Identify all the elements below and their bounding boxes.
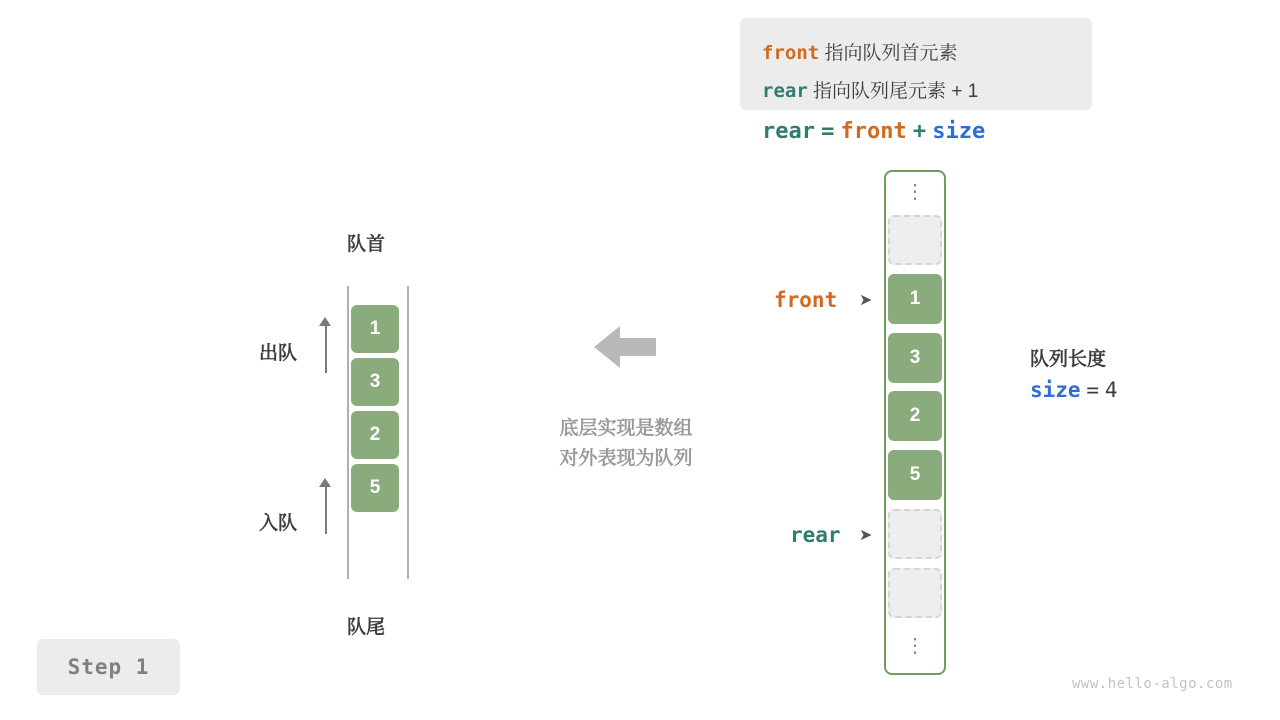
queue-cell: 3: [351, 358, 399, 406]
array-cell: 5: [888, 450, 942, 500]
size-equals: =: [1086, 378, 1100, 402]
middle-caption-line1: 底层实现是数组: [559, 418, 693, 439]
queue-size-expression: [1030, 378, 1118, 403]
dequeue-arrow-shaft: [325, 325, 327, 373]
formula-size: size: [932, 119, 986, 144]
legend-front-keyword: front: [762, 42, 820, 64]
queue-cell: 5: [351, 464, 399, 512]
array-cell-empty: [888, 568, 942, 618]
pointer-formula: [762, 118, 985, 144]
middle-caption: [528, 414, 724, 474]
array-cell: 2: [888, 391, 942, 441]
enqueue-label: 入队: [259, 513, 298, 534]
legend-rear-description: 指向队列尾元素 + 1: [813, 81, 979, 102]
array-cell: 3: [888, 333, 942, 383]
legend-panel: [740, 18, 1092, 110]
front-pointer-arrow-icon: ➤: [859, 292, 873, 309]
queue-cell: 2: [351, 411, 399, 459]
size-value: 4: [1104, 378, 1118, 402]
middle-caption-line2: 对外表现为队列: [559, 448, 693, 469]
dequeue-label: 出队: [259, 343, 298, 364]
rear-pointer-label: rear: [790, 523, 841, 547]
legend-line-rear: [762, 76, 978, 103]
enqueue-arrow-shaft: [325, 486, 327, 534]
queue-head-label: 队首: [347, 234, 386, 255]
left-arrow-icon: [594, 324, 656, 370]
array-top-ellipsis: ⋮: [905, 181, 925, 203]
size-keyword: size: [1030, 378, 1081, 402]
queue-rail-right: [407, 286, 409, 579]
legend-front-description: 指向队列首元素: [824, 43, 958, 64]
formula-equals: =: [821, 119, 835, 144]
queue-size-label: 队列长度: [1030, 349, 1107, 370]
formula-plus: +: [912, 119, 927, 144]
formula-front: front: [840, 119, 907, 144]
array-cell-empty: [888, 509, 942, 559]
step-badge: Step 1: [37, 639, 180, 695]
array-cell: 1: [888, 274, 942, 324]
array-bottom-ellipsis: ⋮: [905, 635, 925, 657]
watermark: www.hello-algo.com: [1072, 676, 1233, 692]
formula-rear: rear: [762, 119, 815, 144]
queue-tail-label: 队尾: [347, 617, 386, 638]
queue-cell: 1: [351, 305, 399, 353]
front-pointer-label: front: [774, 288, 838, 312]
legend-rear-keyword: rear: [762, 80, 808, 102]
rear-pointer-arrow-icon: ➤: [859, 527, 873, 544]
legend-line-front: [762, 38, 958, 65]
array-cell-empty: [888, 215, 942, 265]
queue-rail-left: [347, 286, 349, 579]
